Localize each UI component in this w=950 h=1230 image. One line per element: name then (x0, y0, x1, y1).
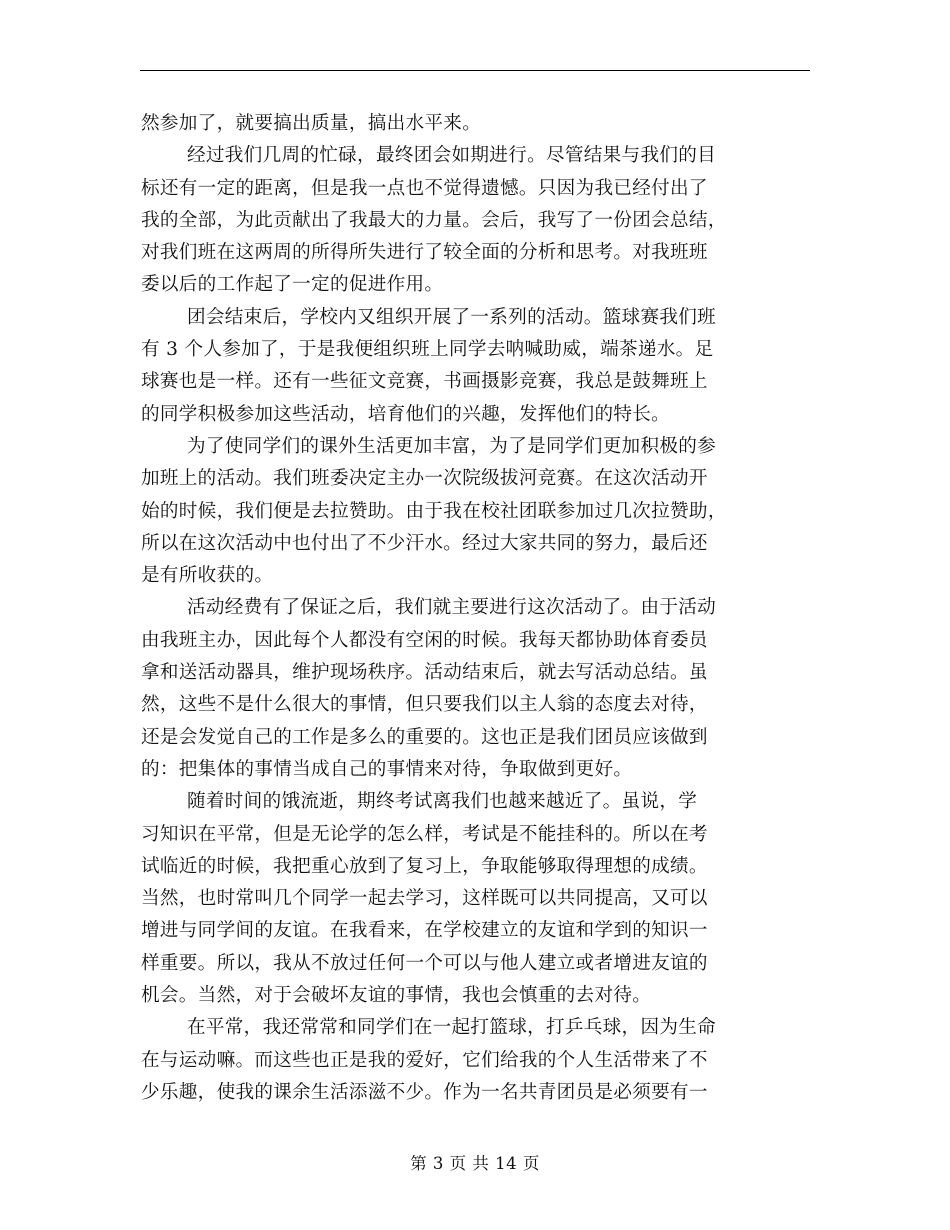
text-line: 我的全部，为此贡献出了我最大的力量。会后，我写了一份团会总结， (141, 209, 727, 231)
text-line: 在平常，我还常常和同学们在一起打篮球，打乒乓球，因为生命 (187, 1017, 717, 1039)
text-line: 对我们班在这两周的所得所失进行了较全面的分析和思考。对我班班 (141, 242, 708, 264)
text-line: 增进与同学间的友谊。在我看来，在学校建立的友谊和学到的知识一 (141, 920, 708, 942)
text-line: 球赛也是一样。还有一些征文竞赛，书画摄影竞赛，我总是鼓舞班上 (141, 371, 708, 393)
text-line: 习知识在平常，但是无论学的怎么样，考试是不能挂科的。所以在考 (141, 823, 708, 845)
text-line: 随着时间的饿流逝，期终考试离我们也越来越近了。虽说，学 (187, 791, 698, 813)
header-rule (140, 70, 810, 71)
text-line: 的：把集体的事情当成自己的事情来对待，争取做到更好。 (141, 758, 633, 780)
page-number-label: 第 3 页 共 14 页 (410, 1154, 540, 1173)
text-line: 由我班主办，因此每个人都没有空闲的时候。我每天都协助体育委员 (141, 629, 708, 651)
text-line: 机会。当然，对于会破坏友谊的事情，我也会慎重的去对待。 (141, 985, 652, 1007)
text-line: 委以后的工作起了一定的促进作用。 (141, 274, 444, 296)
page-footer (0, 1152, 950, 1176)
text-line: 还是会发觉自己的工作是多么的重要的。这也正是我们团员应该做到 (141, 726, 708, 748)
text-line: 当然，也时常叫几个同学一起去学习，这样既可以共同提高，又可以 (141, 888, 708, 910)
text-line: 始的时候，我们便是去拉赞助。由于我在校社团联参加过几次拉赞助， (141, 500, 727, 522)
text-line: 在与运动嘛。而这些也正是我的爱好，它们给我的个人生活带来了不 (141, 1049, 708, 1071)
text-line: 样重要。所以，我从不放过任何一个可以与他人建立或者增进友谊的 (141, 952, 708, 974)
text-line: 团会结束后，学校内又组织开展了一系列的活动。篮球赛我们班 (187, 306, 717, 328)
text-line: 活动经费有了保证之后，我们就主要进行这次活动了。由于活动 (187, 597, 717, 619)
text-line: 拿和送活动器具，维护现场秩序。活动结束后，就去写活动总结。虽 (141, 662, 708, 684)
text-line: 有 3 个人参加了，于是我便组织班上同学去呐喊助威，端茶递水。足 (141, 339, 714, 361)
text-line: 的同学积极参加这些活动，培育他们的兴趣，发挥他们的特长。 (141, 403, 671, 425)
text-line: 是有所收获的。 (141, 565, 274, 587)
text-line: 标还有一定的距离，但是我一点也不觉得遗憾。只因为我已经付出了 (141, 177, 708, 199)
text-line: 经过我们几周的忙碌，最终团会如期进行。尽管结果与我们的目 (187, 145, 717, 167)
text-line: 然参加了，就要搞出质量，搞出水平来。 (141, 113, 482, 134)
text-line: 然，这些不是什么很大的事情，但只要我们以主人翁的态度去对待， (141, 694, 708, 716)
text-line: 所以在这次活动中也付出了不少汗水。经过大家共同的努力，最后还 (141, 532, 708, 554)
text-line: 少乐趣，使我的课余生活添滋不少。作为一名共青团员是必须要有一 (141, 1081, 708, 1103)
text-line: 为了使同学们的课外生活更加丰富，为了是同学们更加积极的参 (187, 435, 717, 457)
text-line: 加班上的活动。我们班委决定主办一次院级拔河竞赛。在这次活动开 (141, 468, 708, 490)
body-text (141, 108, 811, 1109)
text-line: 试临近的时候，我把重心放到了复习上，争取能够取得理想的成绩。 (141, 855, 708, 877)
